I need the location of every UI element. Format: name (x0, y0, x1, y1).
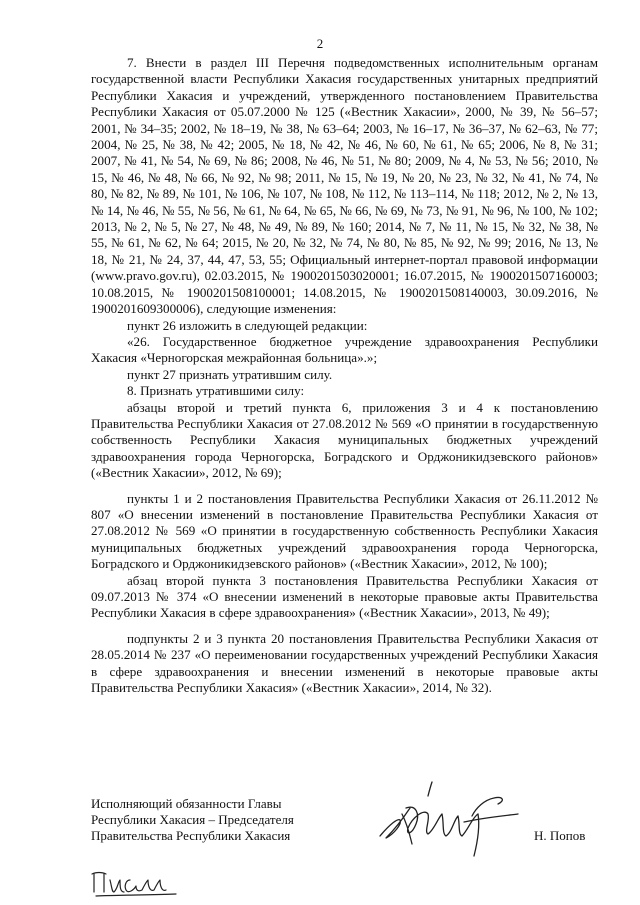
signatory-title-line-2: Республики Хакасия – Председателя (91, 812, 294, 827)
signatory-title-line-3: Правительства Республики Хакасия (91, 828, 291, 843)
paragraph-point-26-text: «26. Государственное бюджетное учреждение здравоохранения Республики Хакасия «Черногорская межрайонная больница».»; (91, 333, 598, 366)
paragraph-point-27: пункт 27 признать утратившим силу. (127, 366, 333, 382)
page-number: 2 (316, 36, 324, 51)
signatory-title-line-1: Исполняющий обязанности Главы (91, 796, 282, 811)
handwritten-initials (90, 866, 180, 900)
signer-name: Н. Попов (534, 828, 586, 843)
handwritten-signature (372, 778, 532, 858)
paragraph-repeal-3: абзац второй пункта 3 постановления Правительства Республики Хакасия от 09.07.2013 № 374 «О внесении изменений в некоторые правовые акты Правительства Республики Хакасия в сфере здравоохранения» («Вестник Хакасии», 2013, № 49); (91, 572, 598, 621)
paragraph-repeal-1: абзацы второй и третий пункта 6, приложения 3 и 4 к постановлению Правительства Республики Хакасия от 27.08.2012 № 569 «О принятии в государственную собственность Республики Хакасия муниципальных бюджетных учреждений здравоохранения города Черногорска, Боградского и Орджоникидзевского районов» («Вестник Хакасии», 2012, № 69); (91, 399, 598, 481)
document-body (91, 55, 598, 696)
paragraph-item-8: 8. Признать утратившими силу: (127, 383, 305, 399)
paragraph-repeal-2: пункты 1 и 2 постановления Правительства Республики Хакасия от 26.11.2012 № 807 «О внесении изменений в постановление Правительства Республики Хакасия от 27.08.2012 № 569 «О принятии в государственную собственность Республики Хакасия муниципальных бюджетных учреждений здравоохранения города Черногорска, Боградского и Орджоникидзевского районов» («Вестник Хакасии», 2012, № 100); (91, 490, 598, 572)
paragraph-point-26-intro: пункт 26 изложить в следующей редакции: (127, 317, 368, 333)
paragraph-repeal-4: подпункты 2 и 3 пункта 20 постановления Правительства Республики Хакасия от 28.05.2014 № 237 «О переименовании государственных учреждений Республики Хакасия в сфере здравоохранения и внесении изменений в некоторые правовые акты Правительства Республики Хакасия» («Вестник Хакасии», 2014, № 32). (91, 630, 598, 696)
paragraph-item-7: 7. Внести в раздел III Перечня подведомственных исполнительным органам государственной власти Республики Хакасия государственных унитарных предприятий Республики Хакасия и учреждений, утвержденного постановлением Правительства Республики Хакасия от 05.07.2000 № 125 («Вестник Хакасии», 2000, № 39, № 56–57; 2001, № 34–35; 2002, № 18–19, № 38, № 63–64; 2003, № 16–17, № 36–37, № 62–63, № 77; 2004, № 25, № 38, № 42; 2005, № 18, № 42, № 46, № 60, № 61, № 65; 2006, № 8, № 31; 2007, № 41, № 54, № 69, № 86; 2008, № 46, № 51, № 80; 2009, № 4, № 53, № 56; 2010, № 15, № 46, № 48, № 66, № 92, № 98; 2011, № 15, № 19, № 20, № 23, № 32, № 41, № 74, № 80, № 82, № 89, № 101, № 106, № 107, № 108, № 112, № 113–114, № 118; 2012, № 2, № 13, № 14, № 46, № 55, № 56, № 61, № 64, № 65, № 66, № 69, № 73, № 91, № 96, № 100, № 102; 2013, № 2, № 5, № 27, № 48, № 49, № 89, № 160; 2014, № 7, № 11, № 15, № 32, № 38, № 55, № 61, № 62, № 64; 2015, № 20, № 32, № 74, № 80, № 85, № 92, № 99; 2016, № 13, № 18, № 21, № 24, 37, 44, 47, 53, 55; Официальный интернет-портал правовой информации (www.pravo.gov.ru), 02.03.2015, № 1900201503020001; 16.07.2015, № 1900201507160003; 10.08.2015, № 1900201508100001; 14.08.2015, № 1900201508140003, 30.09.2016, № 1900201609300006), следующие изменения: (91, 55, 598, 317)
